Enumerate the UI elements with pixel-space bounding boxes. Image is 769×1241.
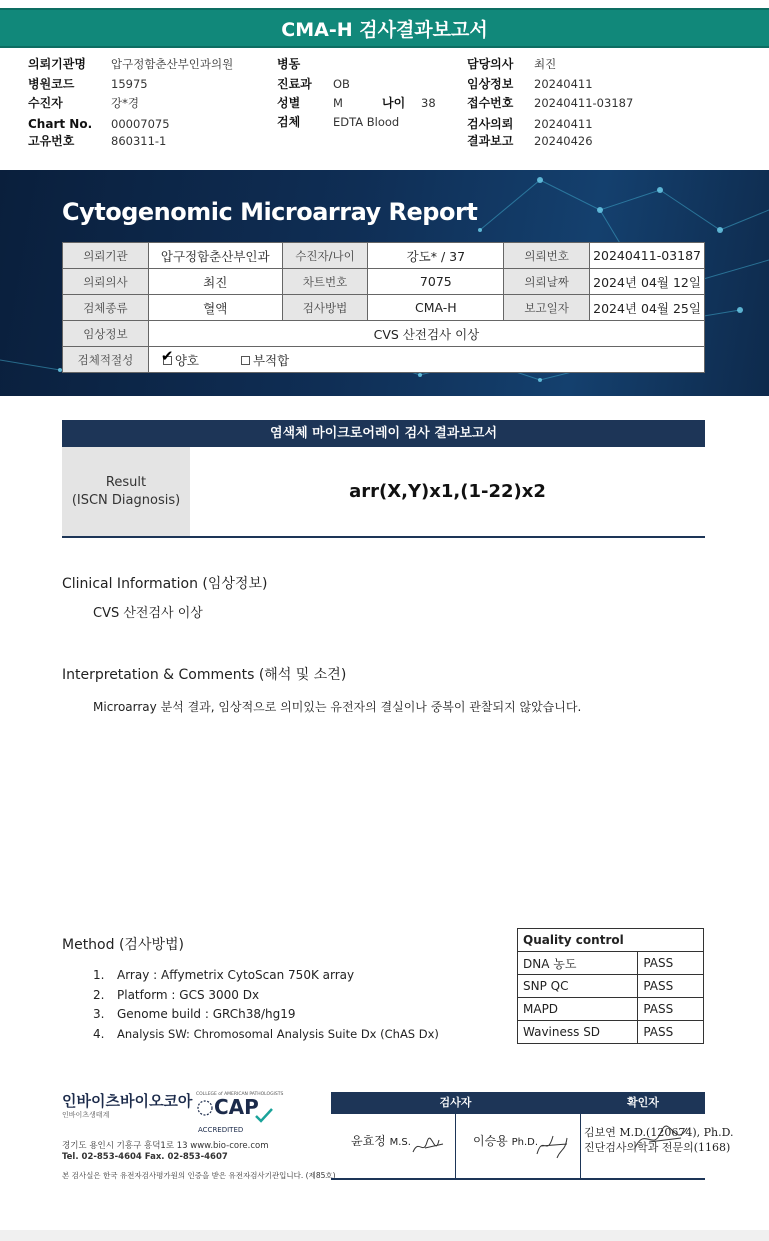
clinical-info-title: Clinical Information (임상정보) [62,576,268,592]
cap-accredited: ACCREDITED [198,1126,244,1134]
header-value: 강*경 [111,96,139,110]
method-list [93,966,439,1044]
header-label: 접수번호 [467,96,514,110]
cell-label: 검체적절성 [63,347,149,373]
header-value: 압구정함춘산부인과의원 [111,57,234,71]
header-value: 20240411-03187 [534,96,634,110]
header-label: 검체 [277,115,301,129]
cell-label: 임상정보 [63,321,149,347]
cap-logo [196,1092,284,1134]
header-label: 병동 [277,57,301,71]
result-value: arr(X,Y)x1,(1-22)x2 [349,481,546,502]
result-box [62,447,705,538]
cap-emblem-icon [196,1099,214,1117]
header-label: 담당의사 [467,57,514,71]
cell-value: 2024년 04월 25일 [590,295,705,321]
qc-row: SNP QC PASS [518,975,704,998]
examiner1-signature [409,1130,449,1160]
suitability-options [148,347,704,373]
confirmer-line2: 진단검사의학과 전문의(1168) [584,1141,731,1154]
option-good-label: 양호 [174,352,199,368]
method-item: 3. Genome build : GRCh38/hg19 [93,1007,296,1021]
qc-row: MAPD PASS [518,998,704,1021]
result-section-title: 염색체 마이크로어레이 검사 결과보고서 [62,420,705,447]
accreditation-note: 본 검사실은 한국 유전자검사평가원의 인증을 받은 유전자검사기관입니다. (제85호) [62,1171,336,1180]
divider [455,1114,456,1178]
header-value: OB [333,77,350,91]
result-label-line1: Result [105,475,147,490]
cell-value: CMA-H [368,295,504,321]
cell-label: 차트번호 [282,269,368,295]
checkbox-bad[interactable] [241,356,250,365]
header-value: 860311-1 [111,134,167,148]
signature-table [331,1092,734,1180]
cell-label: 검사방법 [282,295,368,321]
header-value: 00007075 [111,117,170,131]
header-label: 결과보고 [467,134,514,148]
method-title: Method (검사방법) [62,937,184,953]
report-info-table [62,242,705,373]
header-label: Chart No. [28,117,93,131]
company-logo-sub: 인바이츠생태계 [62,1111,110,1119]
examiner2-name: 이승용 Ph.D. [473,1134,539,1148]
company-address: 경기도 용인시 기흥구 흥덕1로 13 www.bio-core.com [62,1141,269,1151]
interpretation-text: Microarray 분석 결과, 임상적으로 의미있는 유전자의 결실이나 중복이 관찰되지 않았습니다. [93,700,582,714]
header-label: 병원코드 [28,77,75,91]
header-value: 최진 [534,57,557,71]
cap-word: CAP [214,1095,259,1119]
header-label: 검사의뢰 [467,117,514,131]
interpretation-title: Interpretation & Comments (해석 및 소견) [62,667,347,683]
examiner-header: 검사자 [331,1092,580,1114]
option-bad-label: 부적합 [252,352,290,368]
cell-label: 의뢰의사 [63,269,149,295]
confirmer-line1: 김보연 M.D.(120674), Ph.D. [584,1126,734,1139]
cell-value: 7075 [368,269,504,295]
cell-value: 혈액 [148,295,282,321]
cell-label: 의뢰기관 [63,243,149,269]
cell-value: 20240411-03187 [590,243,705,269]
header-value: 15975 [111,77,148,91]
result-label [62,447,190,536]
qc-row: Waviness SD PASS [518,1021,704,1044]
header-label: 진료과 [277,77,312,91]
result-label-line2: (ISCN Diagnosis) [71,493,181,508]
company-logo: 인바이츠바이오코아 [62,1092,193,1110]
header-value: M [333,96,343,110]
cell-label: 검체종류 [63,295,149,321]
header-value: 20240411 [534,77,593,91]
clinical-info-text: CVS 산전검사 이상 [93,606,203,621]
qc-title: Quality control [518,929,704,952]
header-label: 의뢰기관명 [28,57,86,71]
cell-label: 보고일자 [504,295,590,321]
cell-value: 압구정함춘산부인과 [148,243,282,269]
header-value: 20240426 [534,134,593,148]
cell-value: CVS 산전검사 이상 [148,321,704,347]
examiner1-name: 윤효정 M.S. [351,1134,411,1148]
page-bottom-strip [0,1230,769,1241]
cell-label: 의뢰날짜 [504,269,590,295]
report-title: CMA-H 검사결과보고서 [0,8,769,48]
confirmer-signature [631,1122,691,1156]
age-label: 나이 [382,96,406,110]
header-info [0,0,769,160]
header-label: 임상정보 [467,77,514,91]
report-banner [0,170,769,396]
cap-top-text: COLLEGE of AMERICAN PATHOLOGISTS [196,1092,284,1097]
confirmer-header: 확인자 [581,1092,705,1114]
cell-value: 강도* / 37 [368,243,504,269]
method-item: 4. Analysis SW: Chromosomal Analysis Suite Dx (ChAS Dx) [93,1026,439,1041]
company-tel: Tel. 02-853-4604 Fax. 02-853-4607 [62,1152,228,1162]
header-value: EDTA Blood [333,115,400,129]
method-item: 1. Array : Affymetrix CytoScan 750K array [93,968,355,982]
checkmark-icon [254,1107,274,1123]
cell-value: 최진 [148,269,282,295]
examiner2-signature [531,1128,571,1162]
method-item: 2. Platform : GCS 3000 Dx [93,987,260,1002]
banner-title: Cytogenomic Microarray Report [62,198,478,226]
header-label: 성별 [277,96,301,110]
header-label: 고유번호 [28,134,75,148]
qc-row: DNA 농도 PASS [518,952,704,975]
check-icon: ✔ [160,347,174,365]
age-value: 38 [421,96,436,110]
header-value: 20240411 [534,117,593,131]
cell-label: 수진자/나이 [282,243,368,269]
quality-control-table [517,928,704,1044]
cell-value: 2024년 04월 12일 [590,269,705,295]
divider [580,1092,581,1178]
cell-label: 의뢰번호 [504,243,590,269]
header-label: 수진자 [28,96,63,110]
